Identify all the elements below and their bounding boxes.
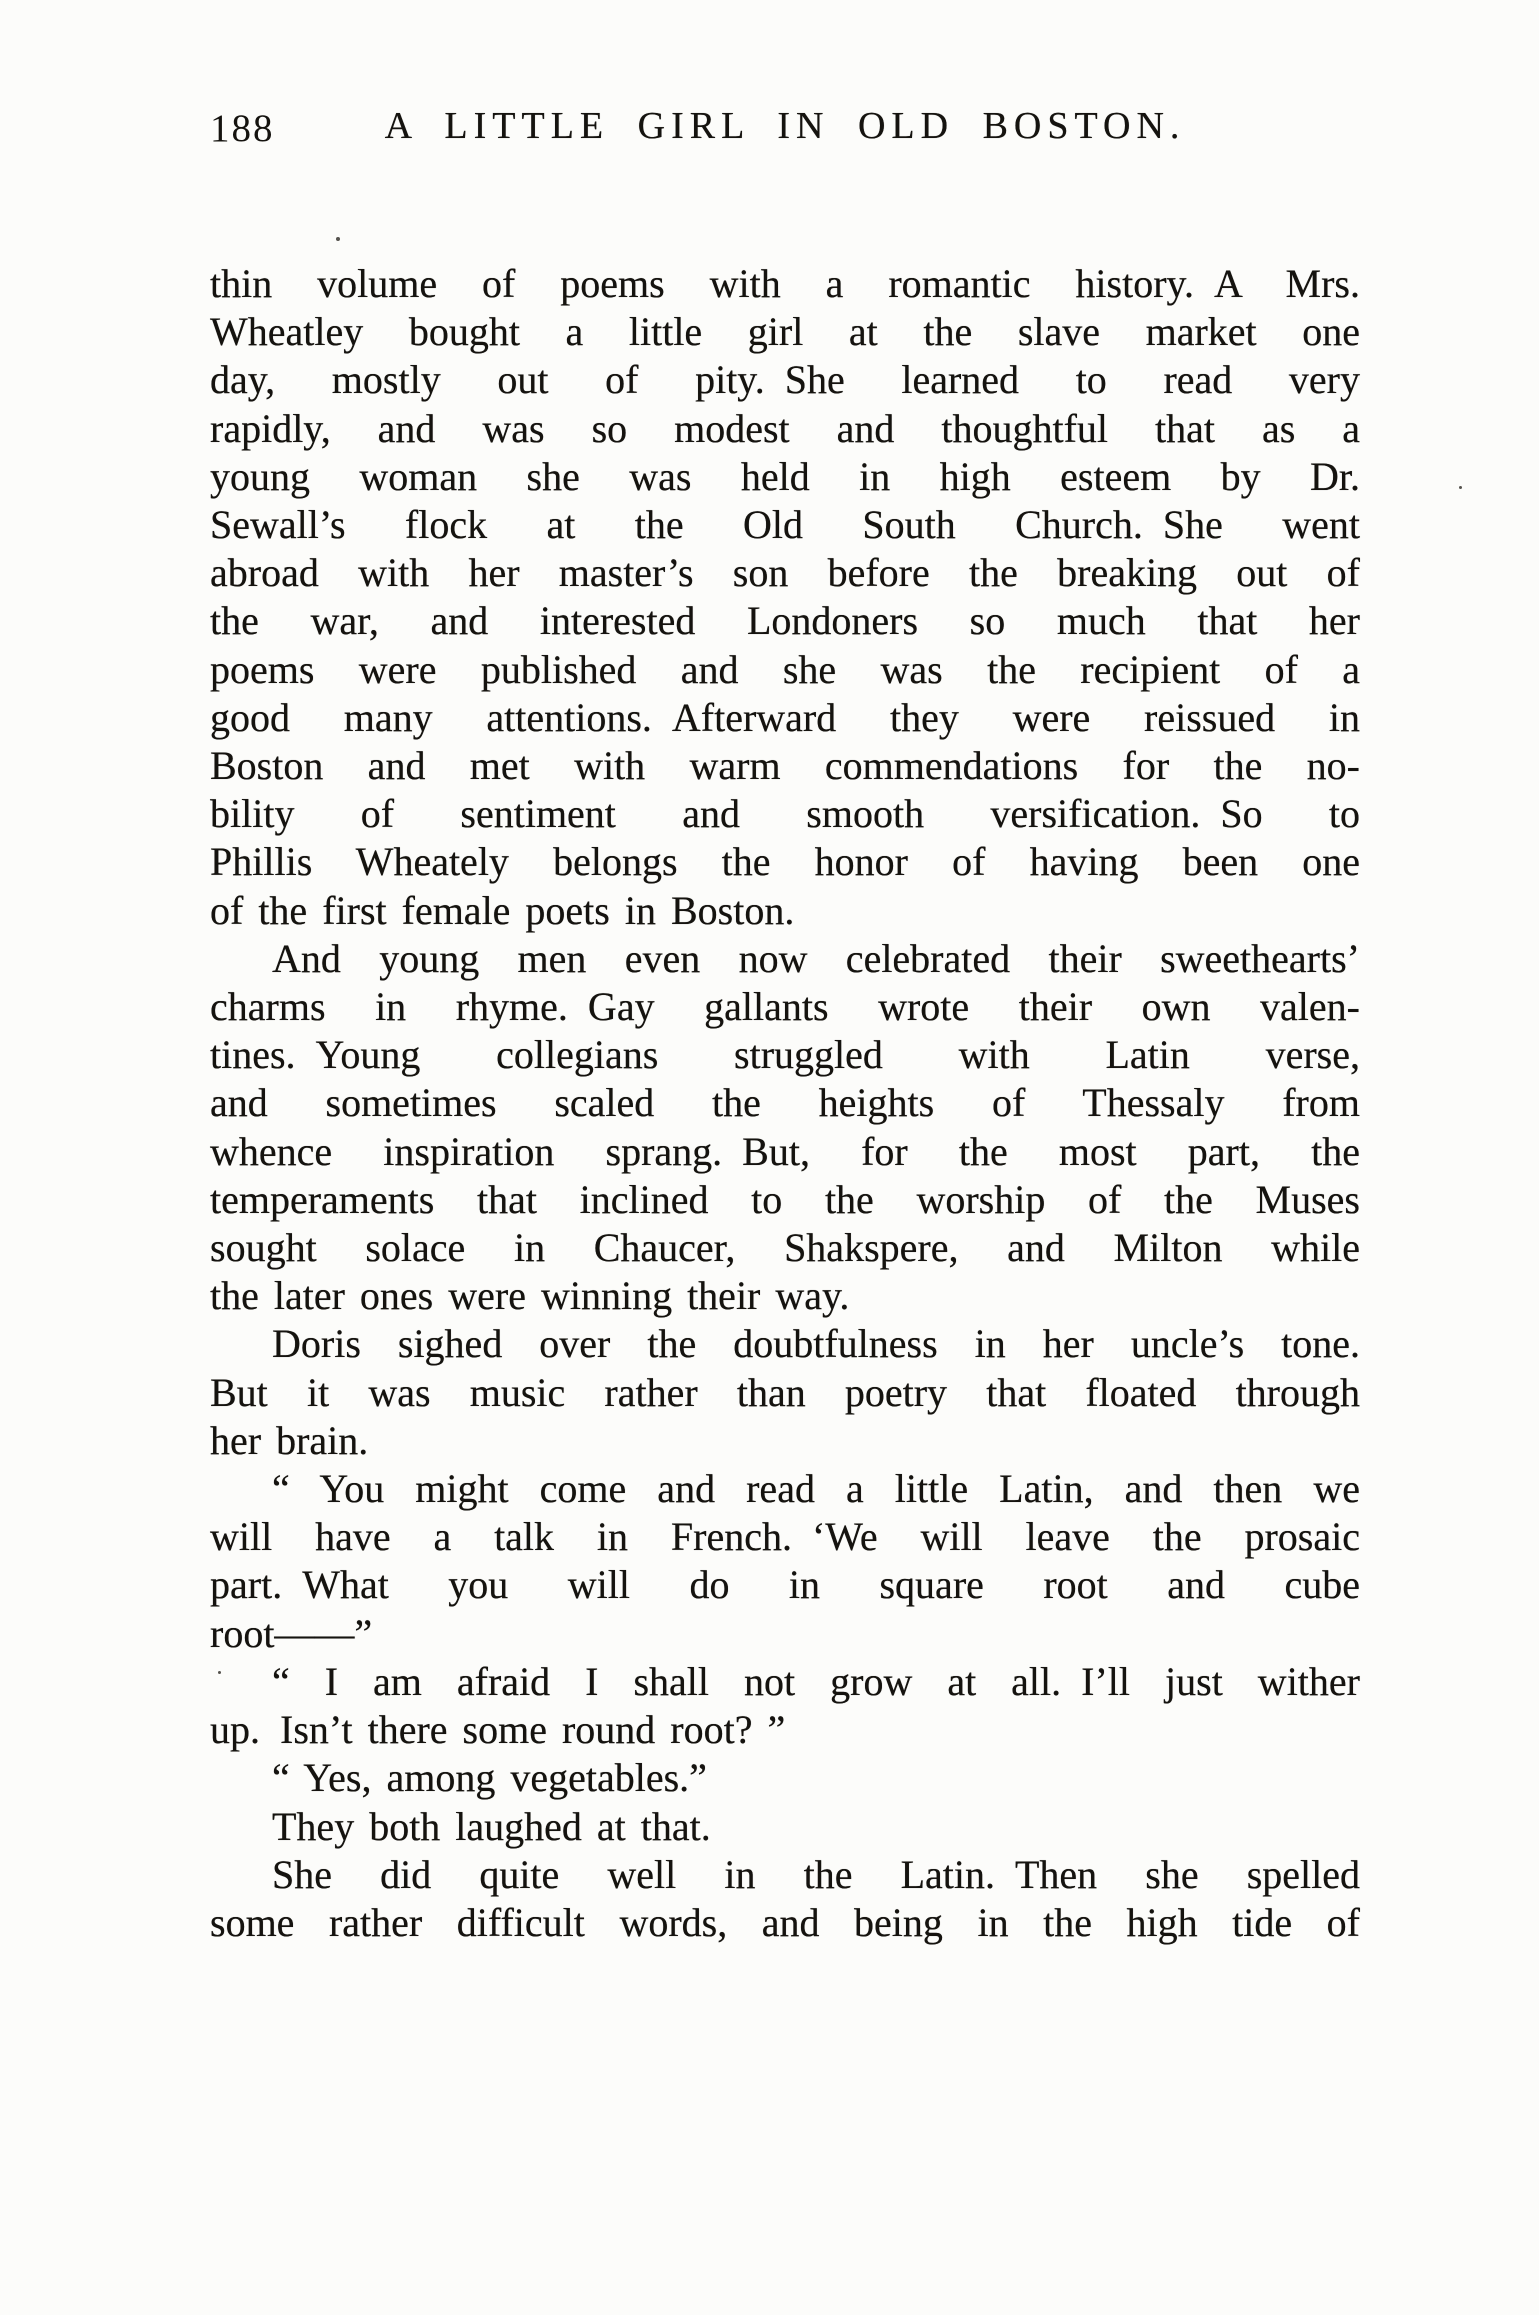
text-line: They both laughed at that. (272, 1803, 711, 1849)
text-line: abroad with her master’s son before the breaking out of (210, 550, 1360, 596)
text-line: root——” (210, 1610, 373, 1656)
text-line: good many attentions. Afterward they were reissued in (210, 694, 1360, 740)
scan-speckle (336, 237, 340, 241)
page-header (210, 104, 1360, 150)
body-text (210, 260, 1360, 1947)
text-line: Boston and met with warm commendations for the no- (210, 743, 1360, 789)
text-line: “ Yes, among vegetables.” (272, 1755, 707, 1801)
text-line: whence inspiration sprang. But, for the most part, the (210, 1128, 1360, 1174)
text-line: bility of sentiment and smooth versification. So to (210, 791, 1360, 837)
text-line: Sewall’s flock at the Old South Church. She went (210, 502, 1360, 548)
text-line: her brain. (210, 1417, 369, 1463)
text-line: and sometimes scaled the heights of Thessaly from (210, 1080, 1360, 1126)
text-line: charms in rhyme. Gay gallants wrote their own valen- (210, 984, 1360, 1030)
page-number: 188 (210, 107, 275, 150)
text-line: She did quite well in the Latin. Then she spelled (272, 1851, 1360, 1897)
text-line: Doris sighed over the doubtfulness in her uncle’s tone. (272, 1321, 1360, 1367)
text-line: And young men even now celebrated their sweethearts’ (272, 935, 1360, 981)
text-line: up. Isn’t there some round root? ” (210, 1707, 786, 1753)
running-title: A LITTLE GIRL IN OLD BOSTON. (384, 105, 1186, 147)
text-line: “ I am afraid I shall not grow at all. I’ll just wither (272, 1658, 1360, 1704)
text-line: “ You might come and read a little Latin, and then we (272, 1466, 1360, 1512)
text-line: of the first female poets in Boston. (210, 887, 795, 933)
text-line: day, mostly out of pity. She learned to read very (210, 357, 1360, 403)
text-line: temperaments that inclined to the worship of the Muses (210, 1176, 1360, 1222)
text-line: sought solace in Chaucer, Shakspere, and Milton while (210, 1225, 1360, 1271)
scan-speckle (218, 1671, 221, 1674)
text-line: the later ones were winning their way. (210, 1273, 850, 1319)
text-line: part. What you will do in square root and cube (210, 1562, 1360, 1608)
text-line: tines. Young collegians struggled with Latin verse, (210, 1032, 1360, 1078)
text-line: Phillis Wheately belongs the honor of having been one (210, 839, 1360, 885)
scan-speckle (1459, 486, 1462, 489)
text-line: Wheatley bought a little girl at the slave market one (210, 309, 1360, 355)
text-line: will have a talk in French. ‘We will leave the prosaic (210, 1514, 1360, 1560)
text-line: But it was music rather than poetry that floated through (210, 1369, 1360, 1415)
text-line: some rather difficult words, and being in the high tide of (210, 1899, 1360, 1945)
text-line: thin volume of poems with a romantic history. A Mrs. (210, 261, 1360, 306)
text-line: rapidly, and was so modest and thoughtful that as a (210, 405, 1360, 451)
text-line: poems were published and she was the recipient of a (210, 646, 1360, 692)
text-line: the war, and interested Londoners so much that her (210, 598, 1360, 644)
text-line: young woman she was held in high esteem by Dr. (210, 453, 1360, 499)
